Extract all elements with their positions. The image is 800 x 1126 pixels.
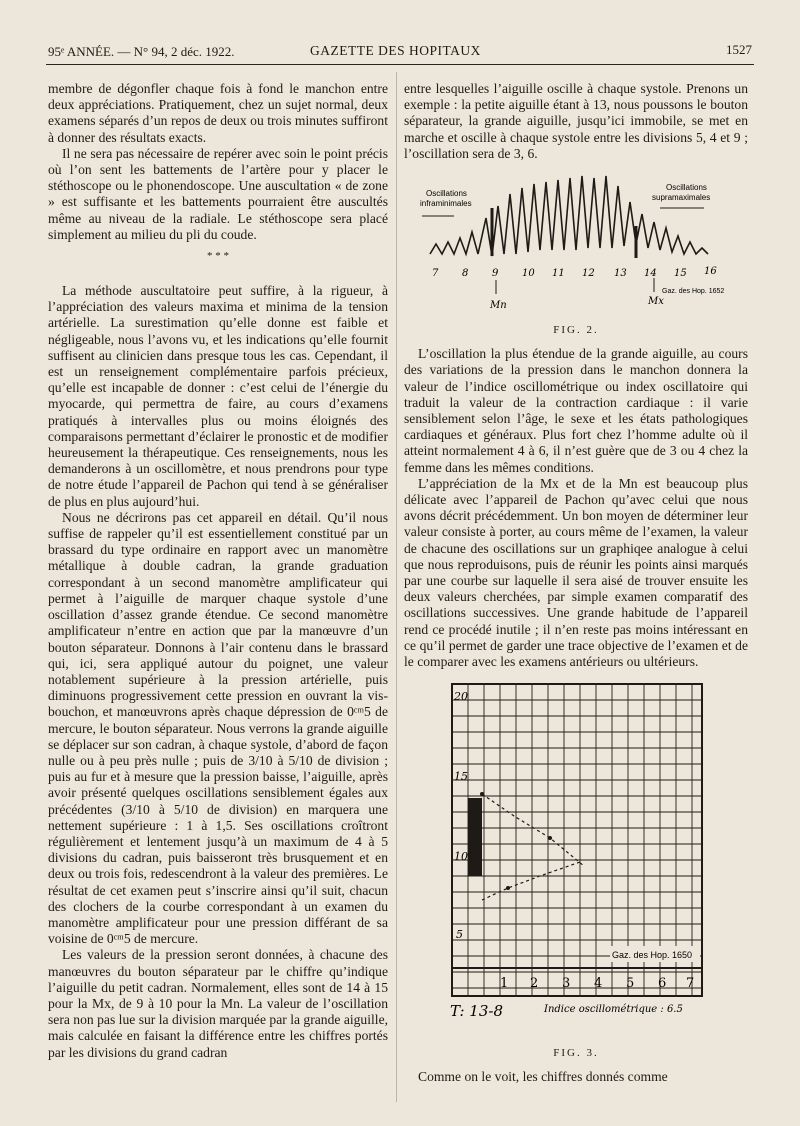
column-divider	[396, 72, 397, 1102]
scale-number: 8	[462, 268, 469, 280]
section-separator: * * *	[207, 250, 229, 263]
mn-label: Mn	[490, 300, 507, 312]
x-label: 6	[658, 976, 667, 992]
x-label: 5	[626, 976, 635, 992]
data-point	[548, 836, 552, 840]
scale-number: 16	[704, 266, 717, 278]
label-supra-2: supramaximales	[652, 193, 711, 203]
running-header	[48, 40, 752, 64]
x-axis-labels	[500, 976, 694, 991]
scale-number: 14	[644, 268, 657, 280]
mx-curve	[482, 794, 584, 866]
scale-number: 15	[674, 268, 687, 280]
issue-line: 95ᵉ ANNÉE. — N° 94, 2 déc. 1922.	[48, 44, 235, 59]
scale-number: 13	[614, 268, 627, 280]
header-rule	[46, 64, 754, 65]
handwritten-index: Indice oscillométrique : 6.5	[544, 1004, 683, 1016]
y-axis-labels	[453, 690, 468, 941]
scale-number: 10	[522, 268, 535, 280]
x-label: 3	[562, 976, 571, 992]
figure-2-caption: FIG. 2.	[553, 324, 599, 337]
figure-stamp: Gaz. des Hop. 1652	[662, 288, 725, 296]
oscillogram-svg	[404, 166, 748, 316]
x-label: 1	[500, 976, 509, 992]
x-label: 7	[686, 976, 695, 992]
right-column	[404, 81, 748, 1086]
label-supra-1: Oscillations	[666, 183, 707, 193]
index-bar	[468, 798, 482, 876]
paragraph: L’appréciation de la Mx et de la Mn est beaucoup plus délicate avec l’appareil de Pachon qu’avec celui que nous avons décrit précédemment. Un bon moyen de déterminer leur valeur consiste à porter, au cours même de l’examen, la valeur de chacune des oscillations sur un graphiqee analogue à celui que nous reproduisons, puis de réunir les points ainsi marqués par une courbe sur laquelle il sera aisé de trouver ensuite les deux valeurs cherchées, par simple examen comparatif des oscillations successives. Une grande habitude de l’appareil rend ce procédé inutile ; il n’en reste pas moins intéressant en ce qu’il permet de garder une trace objective de l’examen et de le comparer avec les examens antérieurs ou ultérieurs.	[404, 475, 748, 670]
x-label: 2	[530, 976, 539, 992]
mn-curve	[482, 862, 580, 900]
label-infra-1: Oscillations	[426, 189, 467, 199]
oscillometric-graph-svg	[404, 676, 748, 1041]
scale-number: 12	[582, 268, 595, 280]
journal-title: GAZETTE DES HOPITAUX	[310, 43, 481, 58]
paragraph: membre de dégonfler chaque fois à fond le manchon entre deux appréciations. Pratiquement, chez un sujet normal, deux examens séparés d’un repos de deux ou trois minutes suffiront à donner des résultats exacts.	[48, 81, 388, 145]
page-number: 1527	[726, 42, 752, 57]
y-label: 10	[454, 850, 468, 864]
figure-3	[404, 676, 748, 1041]
handwritten-pressure: T: 13-8	[450, 1002, 503, 1021]
left-column	[48, 81, 388, 1061]
y-label: 15	[454, 770, 468, 784]
data-point	[506, 886, 510, 890]
paragraph: Comme on le voit, les chiffres donnés comme	[418, 1069, 668, 1085]
paragraph: Il ne sera pas nécessaire de repérer avec soin le point précis où l’on sent les battements de l’artère pour y placer le stéthoscope ou le phonendoscope. Une auscultation « de zone » est suffisante et les battements pourraient être auscultés même au niveau de la radiale. Le stéthoscope sera placé simplement au milieu du pli du coude.	[48, 145, 388, 242]
label-infra-2: inframinimales	[420, 199, 472, 209]
figure-stamp: Gaz. des Hop. 1650	[612, 950, 693, 961]
paragraph: La méthode auscultatoire peut suffire, à la rigueur, à l’appréciation des valeurs maxima et minima de la tension artérielle. La surestimation qu’elle donne est faible et négligeable, nous l’avons vu, et les indications qu’elle fournit suffisent au clinicien dans presque tous les cas. Cependant, il est un renseignement complémentaire parfois précieux, qu’elle est incapable de donner : c’est celui de l’énergie du myocarde, qui permettra de faire, au cours d’examens pratiqués à intervalles plus ou moins éloignés des comparaisons permettant d’éclairer le pronostic et de modifier heureusement la thérapeutique. Ces renseignements, nous les demanderons à un oscillomètre, et nous prendrons pour type de notre étude l’appareil de Pachon qui tend à se généraliser de plus en plus aujourd’hui.	[48, 283, 388, 509]
scale-number: 9	[492, 268, 499, 280]
x-label: 4	[594, 976, 603, 992]
figure-2	[404, 166, 748, 316]
y-label: 5	[456, 928, 463, 942]
scale-number: 11	[552, 268, 565, 280]
paragraph: L’oscillation la plus étendue de la grande aiguille, au cours des variations de la pression dans le manchon donnera la valeur de l’indice oscillométrique ou index oscillatoire qui traduit la valeur de la contraction cardiaque : il varie sensiblement selon l’âge, le sexe et les états pathologiques cardiaques et généraux. Plus fort chez l’homme adulte où il atteint normalement 4 à 6, il n’est guère que de 3 ou 4 chez la femme dans les mêmes conditions.	[404, 346, 748, 475]
scale-numbers	[432, 266, 717, 279]
paragraph: entre lesquelles l’aiguille oscille à chaque systole. Prenons un exemple : la petite aiguille étant à 13, nous poussons le bouton séparateur, la grande aiguille, jusqu’ici immobile, se met en marche et oscille à chaque systole entre les divisions 5, 4 et 9 ; l’oscillation sera de 3, 6.	[404, 81, 748, 161]
paragraph: Les valeurs de la pression seront données, à chacune des manœuvres du bouton séparateur par le chiffre qu’indique l’aiguille du petit cadran. Normalement, elles sont de 14 à 15 pour la Mx, de 9 à 10 pour la Mn. La valeur de l’oscillation sera non pas lue sur la division marquée par la grande aiguille, mais calculée en faisant la différence entre les chiffres portés par les divisions du grand cadran	[48, 947, 388, 1060]
mx-label: Mx	[648, 296, 664, 308]
figure-3-caption: FIG. 3.	[553, 1047, 599, 1060]
scale-number: 7	[432, 268, 439, 280]
y-label: 20	[454, 690, 468, 704]
paragraph: Nous ne décrirons pas cet appareil en détail. Qu’il nous suffise de rappeler qu’il est essentiellement constitué par un brassard du type ordinaire en rapport avec un manomètre métallique à double cadran, la grande graduation correspondant à un second manomètre amplificateur qui permet à l’aiguille de marquer chaque systole d’une oscillation d’assez grande étendue. Ce second manomètre amplificateur n’entre en action que par la manœuvre d’un bouton séparateur. Donnons à l’air contenu dans le brassard qui, ici, sera appliqué autour du poignet, une valeur notablement supérieure à la pression artérielle, puis diminuons progressivement cette pression en ouvrant la vis-bouchon, et manœuvrons après chaque dépression de 0ᶜᵐ5 de mercure, le bouton séparateur. Nous verrons la grande aiguille se déplacer sur son cadran, à chaque systole, d’abord de façon nulle ou à peu près nulle ; puis de 3/10 à 5/10 de division ; puis au fur et à mesure que la pression baisse, l’aiguille, après avoir présenté quelques oscillations sensiblement égales aux précédentes (3/10 à 5/10 de division) en marquera une nettement supérieure : 1 à 1,5. Ses oscillations croîtront régulièrement et lentement jusqu’à un maximum de 4 à 5 divisions du cadran, puis baisseront très brusquement et en deux ou trois fois, redescendront à la valeur des premières. Le résultat de cet examen peut s’inscrire ainsi qu’il suit, chacun des clochers de la courbe correspondant à un examen du manomètre amplificateur pour une pression différant de sa voisine de 0ᶜᵐ5 de mercure.	[48, 509, 388, 947]
data-point	[480, 792, 484, 796]
